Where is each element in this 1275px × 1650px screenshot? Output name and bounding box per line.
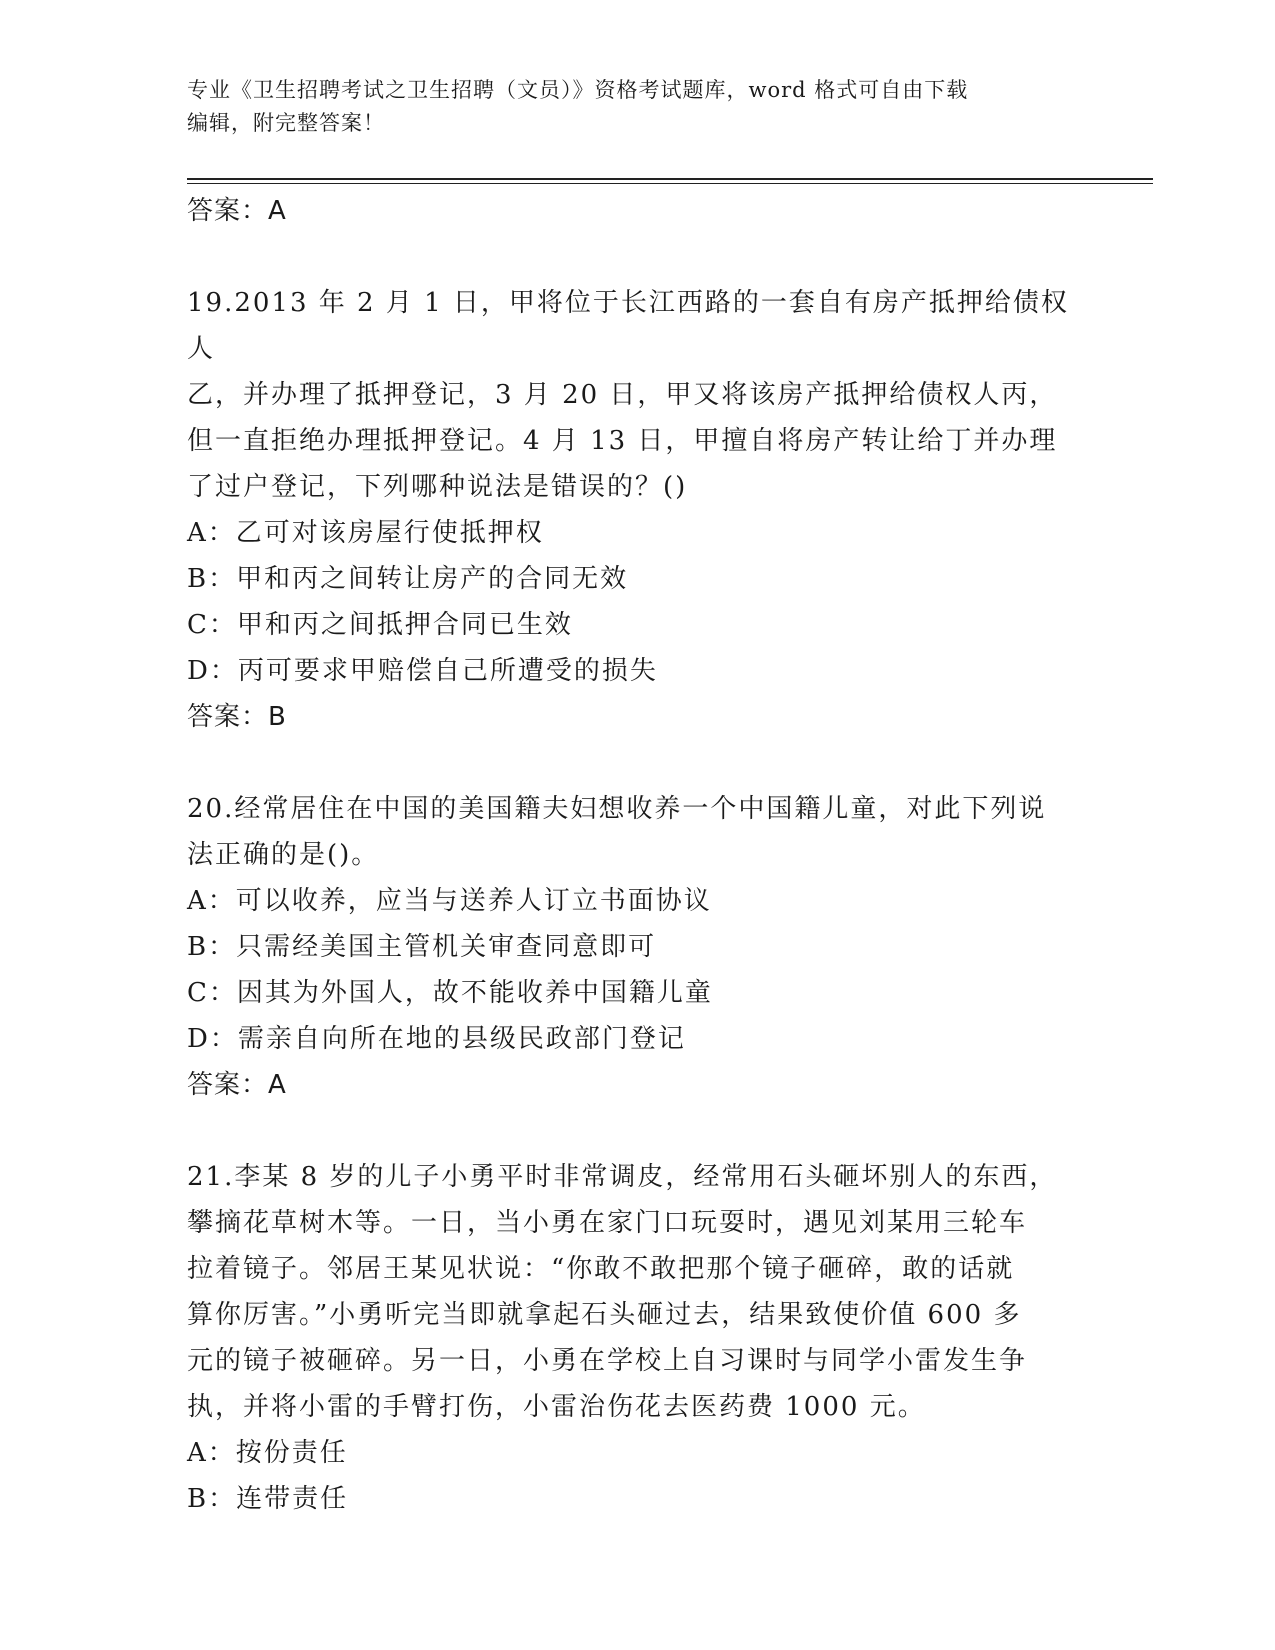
- answer-20: 答案：A: [187, 1070, 287, 1100]
- question-line: 算你厉害。”小勇听完当即就拿起石头砸过去，结果致使价值 600 多: [187, 1300, 1022, 1330]
- document-body: [187, 188, 1087, 1522]
- option-c: C：因其为外国人，故不能收养中国籍儿童: [187, 978, 713, 1008]
- header-line-1: 专业《卫生招聘考试之卫生招聘（文员）》资格考试题库，word 格式可自由下载: [187, 78, 969, 102]
- page-header: [187, 74, 1087, 140]
- option-a: A：按份责任: [187, 1438, 348, 1468]
- option-d: D：需亲自向所在地的县级民政部门登记: [187, 1024, 686, 1054]
- question-line: 执，并将小雷的手臂打伤，小雷治伤花去医药费 1000 元。: [187, 1392, 926, 1422]
- question-line: 21.李某 8 岁的儿子小勇平时非常调皮，经常用石头砸坏别人的东西，: [187, 1162, 1058, 1192]
- question-line: 20.经常居住在中国的美国籍夫妇想收养一个中国籍儿童，对此下列说: [187, 794, 1047, 824]
- question-line: 攀摘花草树木等。一日，当小勇在家门口玩耍时，遇见刘某用三轮车: [187, 1208, 1028, 1238]
- option-d: D：丙可要求甲赔偿自己所遭受的损失: [187, 656, 658, 686]
- header-line-2: 编辑，附完整答案！: [187, 111, 385, 135]
- question-line: 法正确的是()。: [187, 840, 380, 870]
- option-a: A：可以收养，应当与送养人订立书面协议: [187, 886, 712, 916]
- question-line: 但一直拒绝办理抵押登记。4 月 13 日，甲擅自将房产转让给丁并办理: [187, 426, 1058, 456]
- spacer: [187, 1108, 1087, 1154]
- option-b: B：连带责任: [187, 1484, 349, 1514]
- question-19: [187, 280, 1087, 740]
- option-b: B：只需经美国主管机关审查同意即可: [187, 932, 657, 962]
- spacer: [187, 234, 1087, 280]
- header-rule-thick: [187, 178, 1153, 180]
- answer-previous: 答案：A: [187, 196, 287, 226]
- question-20: [187, 786, 1087, 1108]
- question-line: 拉着镜子。邻居王某见状说：“你敢不敢把那个镜子砸碎，敢的话就: [187, 1254, 1015, 1284]
- header-rule-thin: [187, 183, 1153, 184]
- option-a: A：乙可对该房屋行使抵押权: [187, 518, 544, 548]
- question-21: [187, 1154, 1087, 1522]
- question-line: 了过户登记，下列哪种说法是错误的？(): [187, 472, 688, 502]
- question-line: 元的镜子被砸碎。另一日，小勇在学校上自习课时与同学小雷发生争: [187, 1346, 1028, 1376]
- question-line: 19.2013 年 2 月 1 日，甲将位于长江西路的一套自有房产抵押给债权人: [187, 288, 1069, 364]
- answer-19: 答案：B: [187, 702, 287, 732]
- option-c: C：甲和丙之间抵押合同已生效: [187, 610, 573, 640]
- option-b: B：甲和丙之间转让房产的合同无效: [187, 564, 629, 594]
- spacer: [187, 740, 1087, 786]
- question-line: 乙，并办理了抵押登记，3 月 20 日，甲又将该房产抵押给债权人丙，: [187, 380, 1058, 410]
